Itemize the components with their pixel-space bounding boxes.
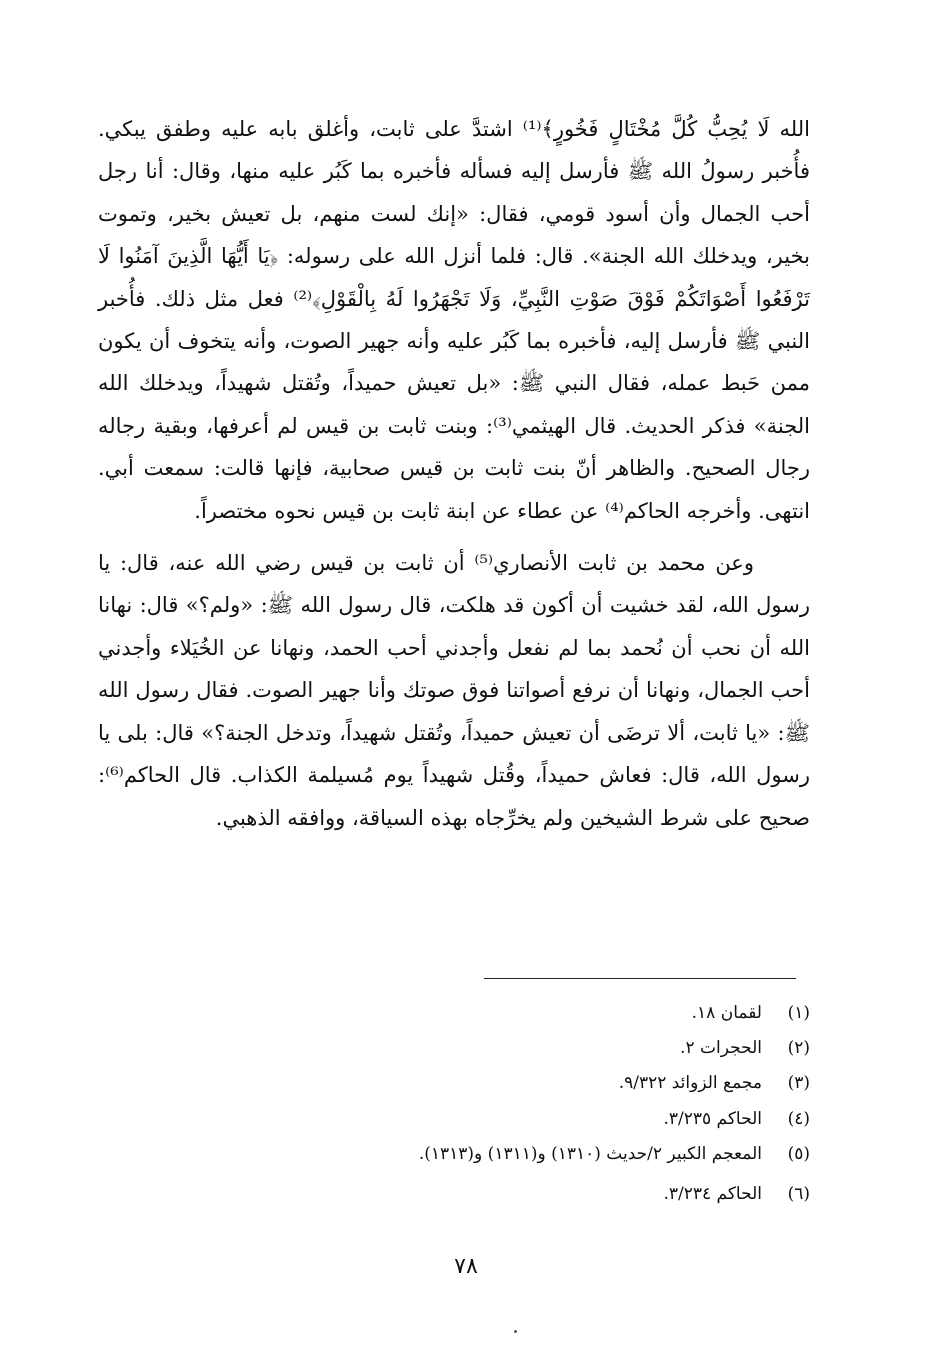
footnote-number: (١): [787, 1003, 810, 1023]
footnote-separator: [484, 978, 796, 979]
footnote-number: (٤): [787, 1108, 810, 1129]
footnote-text: الحاكم ٣/٢٣٥.: [663, 1108, 762, 1129]
footnote-5: [240, 1137, 810, 1172]
footnotes-list: [240, 996, 810, 1212]
footnote-text: الحجرات ٢.: [680, 1038, 762, 1059]
page-number: ٧٨: [454, 1254, 478, 1279]
footnote-number: (٦): [787, 1184, 810, 1205]
footnote-text: الحاكم ٣/٢٣٤.: [663, 1184, 762, 1205]
footnote-2: [240, 1031, 810, 1066]
footnote-text: لقمان ١٨.: [691, 1003, 762, 1023]
paragraph-1: الله لَا يُحِبُّ كُلَّ مُخْتَالٍ فَخُورٍ﴾⁽¹⁾ اشتدَّ على ثابت، وأغلق بابه عليه وطفق يبكي. فأُخبر رسولُ الله ﷺ فأرسل إليه فسأله فأخبره بما كَبُر عليه منها، وقال: أنا رجل أحب الجمال وأن أسود قومي، فقال: «إنك لست منهم، بل تعيش بخير، وتموت بخير، ويدخلك الله الجنة». قال: فلما أنزل الله على رسوله: ﴿يَا أَيُّهَا الَّذِينَ آمَنُوا لَا تَرْفَعُوا أَصْوَاتَكُمْ فَوْقَ صَوْتِ النَّبِيِّ، وَلَا تَجْهَرُوا لَهُ بِالْقَوْلِ﴾⁽²⁾ فعل مثل ذلك. فأُخبر النبي ﷺ فأرسل إليه، فأخبره بما كَبُر عليه وأنه جهير الصوت، وأنه يتخوف أن يكون ممن حَبط عمله، فقال النبي ﷺ: «بل تعيش حميداً، وتُقتل شهيداً، ويدخلك الله الجنة» فذكر الحديث. قال الهيثمي⁽³⁾: وبنت ثابت بن قيس لم أعرفها، وبقية رجاله رجال الصحيح. والظاهر أنّ بنت ثابت بن قيس صحابية، فإنها قالت: سمعت أبي. انتهى. وأخرجه الحاكم⁽⁴⁾ عن عطاء عن ابنة ثابت بن قيس نحوه مختصراً.: [98, 117, 810, 523]
footnote-6: [240, 1177, 810, 1212]
footnote-3: [240, 1066, 810, 1101]
footnote-number: (٣): [787, 1073, 810, 1094]
footnote-number: (٢): [787, 1038, 810, 1059]
footnote-1: [240, 996, 810, 1031]
footnote-text: مجمع الزوائد ٩/٣٢٢.: [618, 1073, 762, 1094]
paragraph-2: وعن محمد بن ثابت الأنصاري⁽⁵⁾ أن ثابت بن قيس رضي الله عنه، قال: يا رسول الله، لقد خشيت أن أكون قد هلكت، قال رسول الله ﷺ: «ولم؟» قال: نهانا الله أن نحب أن نُحمد بما لم نفعل وأجدني أحب الحمد، ونهانا عن الخُيَلاء وأجدني أحب الجمال، ونهانا أن نرفع أصواتنا فوق صوتك وأنا جهير الصوت. فقال رسول الله ﷺ: «يا ثابت، ألا ترضَى أن تعيش حميداً، وتُقتل شهيداً، وتدخل الجنة؟» قال: بلى يا رسول الله، قال: فعاش حميداً، وقُتل شهيداً يوم مُسيلمة الكذاب. قال الحاكم⁽⁶⁾: صحيح على شرط الشيخين ولم يخرِّجاه بهذه السياقة، ووافقه الذهبي.: [98, 551, 810, 830]
footnote-number: (٥): [787, 1143, 810, 1164]
main-text: [98, 108, 810, 839]
footnote-4: [240, 1102, 810, 1137]
print-speck: [514, 1330, 517, 1333]
footnote-text: المعجم الكبير ٢/حديث (١٣١٠) و(١٣١١) و(١٣١٣).: [418, 1143, 762, 1164]
